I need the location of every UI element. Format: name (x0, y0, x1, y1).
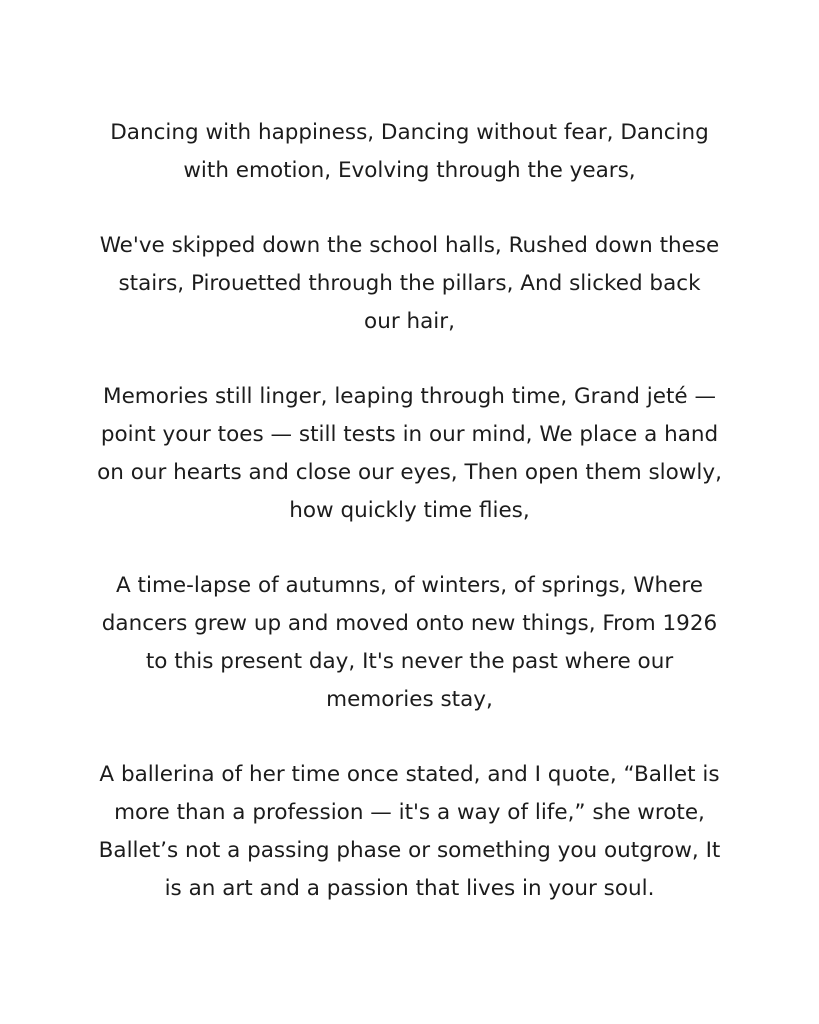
poem-line: to this present day, It's never the past where our (145, 649, 674, 674)
stanza-2 (38, 227, 781, 341)
stanza-5 (38, 756, 781, 908)
poem-line: point your toes — still tests in our mind, We place a hand (100, 422, 719, 447)
poem-line: with emotion, Evolving through the years, (183, 158, 636, 183)
poem-text (38, 114, 781, 945)
poem-line: how quickly time flies, (289, 498, 530, 523)
poem-line: A time-lapse of autumns, of winters, of springs, Where (116, 573, 703, 598)
poem-line: our hair, (364, 309, 455, 334)
poem-line: Memories still linger, leaping through time, Grand jeté — (103, 384, 716, 409)
poem-line: stairs, Pirouetted through the pillars, And slicked back (118, 271, 701, 296)
poem-line: more than a profession — it's a way of life,” she wrote, (114, 800, 705, 825)
poem-line: dancers grew up and moved onto new things, From 1926 (101, 611, 718, 636)
poem-line: A ballerina of her time once stated, and I quote, “Ballet is (99, 762, 720, 787)
stanza-1 (38, 114, 781, 190)
poem-line: memories stay, (326, 687, 493, 712)
poem-line: We've skipped down the school halls, Rushed down these (99, 233, 720, 258)
poem-line: Dancing with happiness, Dancing without fear, Dancing (110, 120, 709, 145)
poem-line: Ballet’s not a passing phase or something you outgrow, It (98, 838, 721, 863)
poem-line: is an art and a passion that lives in your soul. (164, 876, 655, 901)
stanza-4 (38, 567, 781, 719)
stanza-3 (38, 378, 781, 530)
poem-line: on our hearts and close our eyes, Then open them slowly, (97, 460, 722, 485)
